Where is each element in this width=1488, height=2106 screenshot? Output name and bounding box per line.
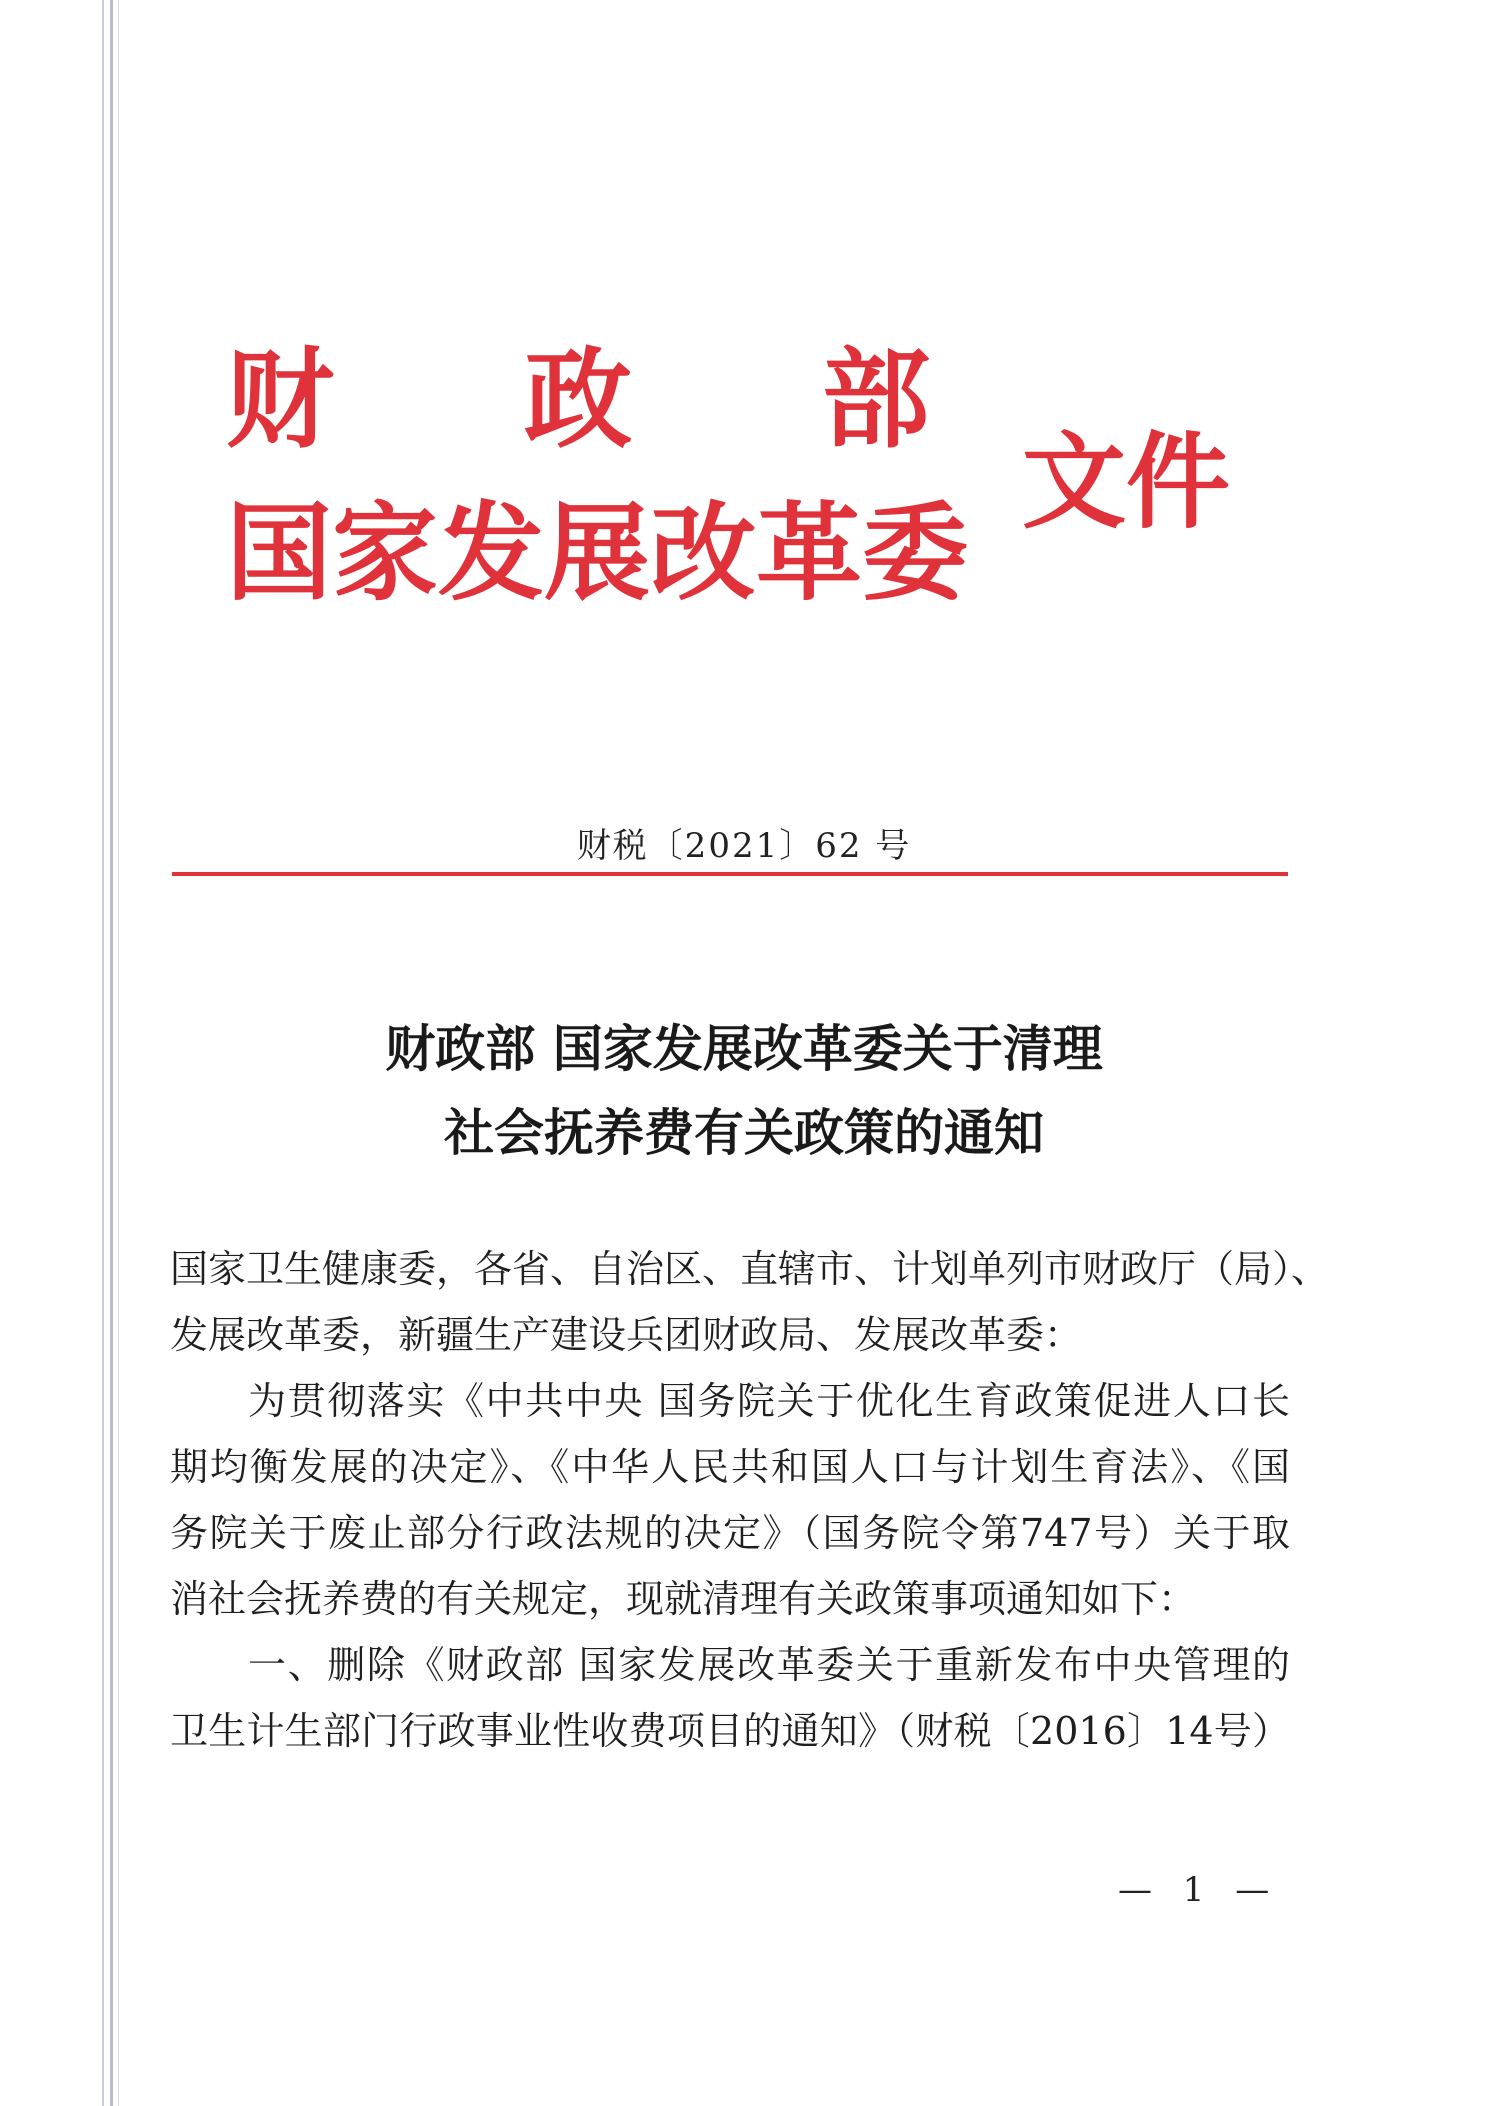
body-line: 期均衡发展的决定》、《中华人民共和国人口与计划生育法》、《国 [170, 1445, 1290, 1489]
body-line: 国家卫生健康委，各省、自治区、直辖市、计划单列市财政厅（局）、 [170, 1247, 1330, 1291]
letterhead-document-suffix: 文件 [1022, 420, 1231, 543]
document-title-line-1: 财政部 国家发展改革委关于清理 [385, 1019, 1103, 1078]
body-line: 为贯彻落实《中共中央 国务院关于优化生育政策促进人口长 [248, 1379, 1290, 1423]
body-line: 消社会抚养费的有关规定，现就清理有关政策事项通知如下： [170, 1577, 1197, 1621]
letterhead-org-ndrc: 国家发展改革委 [226, 490, 968, 615]
body-line: 发展改革委，新疆生产建设兵团财政局、发展改革委： [170, 1313, 1083, 1357]
page-number: — 1 — [1118, 1870, 1280, 1910]
body-line: 卫生计生部门行政事业性收费项目的通知》（财税〔2016〕14号） [170, 1709, 1290, 1753]
body-line: 务院关于废止部分行政法规的决定》（国务院令第747号）关于取 [170, 1511, 1290, 1555]
red-separator-rule [172, 872, 1288, 876]
document-title-line-2: 社会抚养费有关政策的通知 [444, 1103, 1044, 1162]
body-line: 一、删除《财政部 国家发展改革委关于重新发布中央管理的 [248, 1643, 1290, 1687]
letterhead-org-ministry-of-finance: 财政部 [226, 337, 1121, 463]
document-number: 财税〔2021〕62 号 [576, 826, 912, 866]
